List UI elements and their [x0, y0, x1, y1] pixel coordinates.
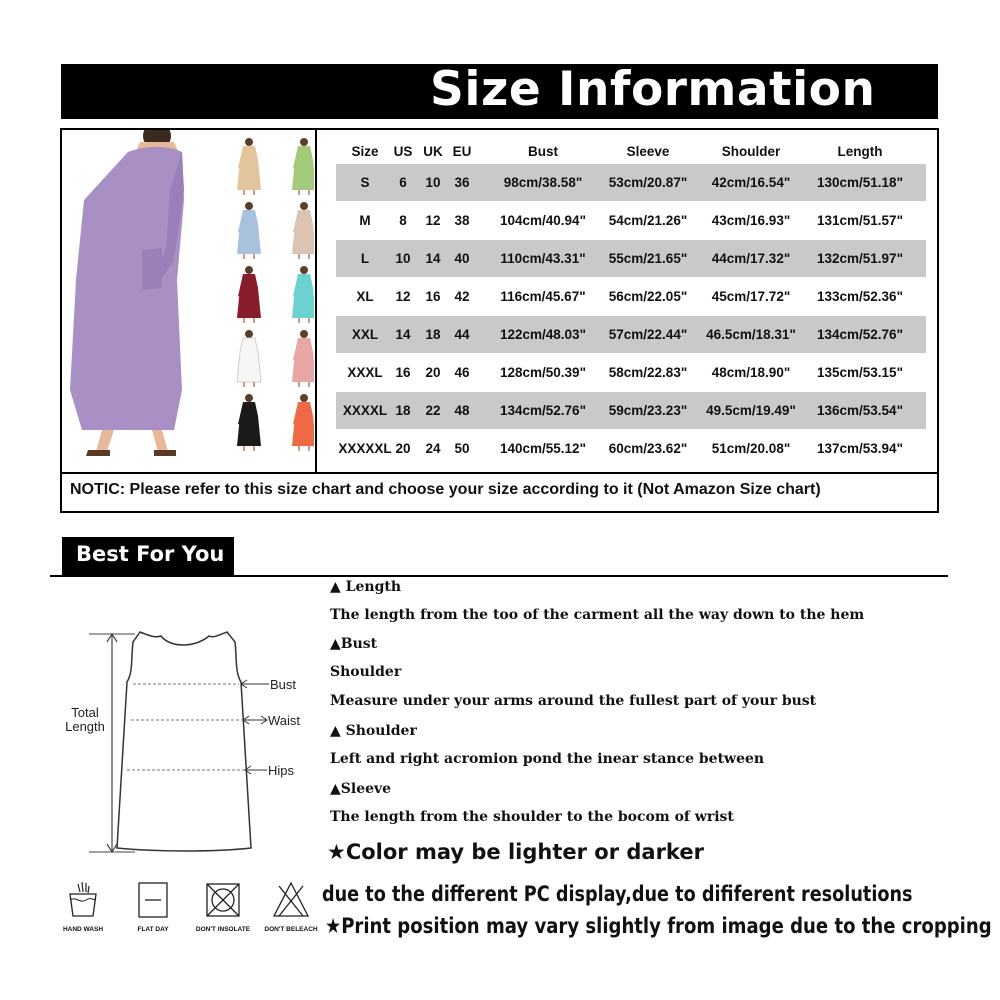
- table-cell-us: 14: [395, 327, 411, 342]
- table-cell-length: 133cm/52.36": [817, 289, 903, 304]
- main-model-image: [70, 130, 184, 456]
- table-cell-shoulder: 46.5cm/18.31": [706, 327, 796, 342]
- table-cell-size: S: [360, 175, 370, 190]
- table-cell-sleeve: 60cm/23.62": [608, 441, 688, 456]
- measurement-diagram: [55, 620, 325, 860]
- table-cell-sleeve: 59cm/23.23": [608, 403, 688, 418]
- table-cell-sleeve: 55cm/21.65": [608, 251, 688, 266]
- table-cell-bust: 140cm/55.12": [500, 441, 586, 456]
- color-swatch-model: [292, 202, 314, 259]
- table-cell-eu: 50: [454, 441, 470, 456]
- bust-description: Measure under your arms around the fullest part of your bust: [330, 693, 817, 709]
- table-cell-bust: 98cm/38.58": [503, 175, 583, 190]
- table-cell-sleeve: 54cm/21.26": [608, 213, 688, 228]
- table-cell-bust: 134cm/52.76": [500, 403, 586, 418]
- table-cell-sleeve: 53cm/20.87": [608, 175, 688, 190]
- table-cell-uk: 12: [425, 213, 441, 228]
- table-cell-sleeve: 57cm/22.44": [608, 327, 688, 342]
- column-header: UK: [423, 144, 443, 159]
- care-label: DON'T INSOLATE: [195, 926, 251, 933]
- color-swatches: [237, 138, 314, 451]
- total-length-label: Length: [65, 719, 105, 734]
- table-row: [336, 316, 926, 353]
- hand-wash-icon: [66, 880, 100, 920]
- color-swatch-model: [292, 330, 314, 387]
- column-header: US: [393, 144, 413, 159]
- column-header: Length: [837, 144, 883, 159]
- table-cell-shoulder: 48cm/18.90": [711, 365, 791, 380]
- care-hand-wash: [48, 880, 118, 933]
- table-row: [336, 278, 926, 315]
- column-header: Bust: [528, 144, 558, 159]
- waist-label: Waist: [268, 713, 301, 728]
- hips-label: Hips: [268, 763, 295, 778]
- table-cell-uk: 16: [425, 289, 441, 304]
- sleeve-heading: ▲Sleeve: [330, 781, 392, 797]
- print-note: ★Print position may vary slightly from image due to the cropping: [325, 914, 992, 938]
- table-cell-eu: 38: [454, 213, 470, 228]
- flat-dry-icon: [136, 880, 170, 920]
- shoulder-heading: ▲ Shoulder: [330, 723, 417, 739]
- table-cell-shoulder: 51cm/20.08": [711, 441, 791, 456]
- product-photos: [62, 130, 314, 471]
- table-cell-length: 135cm/53.15": [817, 365, 903, 380]
- table-cell-us: 10: [395, 251, 411, 266]
- table-cell-sleeve: 56cm/22.05": [608, 289, 688, 304]
- table-cell-us: 18: [395, 403, 411, 418]
- color-swatch-model: [237, 266, 261, 323]
- table-cell-uk: 24: [425, 441, 441, 456]
- bust-heading: ▲Bust: [330, 636, 378, 652]
- table-cell-shoulder: 42cm/16.54": [711, 175, 791, 190]
- table-cell-uk: 22: [425, 403, 441, 418]
- table-cell-us: 16: [395, 365, 411, 380]
- table-cell-us: 20: [395, 441, 411, 456]
- length-description: The length from the too of the carment all the way down to the hem: [330, 607, 865, 623]
- table-cell-size: XXXXXL: [338, 441, 392, 456]
- table-cell-length: 132cm/51.97": [817, 251, 903, 266]
- table-cell-length: 131cm/51.57": [817, 213, 903, 228]
- table-cell-shoulder: 44cm/17.32": [711, 251, 791, 266]
- table-row: [336, 430, 926, 467]
- table-cell-bust: 122cm/48.03": [500, 327, 586, 342]
- care-do-not-insolate: [188, 880, 258, 933]
- table-cell-length: 137cm/53.94": [817, 441, 903, 456]
- table-cell-sleeve: 58cm/22.83": [608, 365, 688, 380]
- table-cell-bust: 128cm/50.39": [500, 365, 586, 380]
- table-cell-uk: 10: [425, 175, 441, 190]
- column-header: Sleeve: [626, 144, 670, 159]
- section-divider: [50, 575, 948, 577]
- color-swatch-model: [292, 394, 314, 451]
- table-cell-eu: 42: [454, 289, 470, 304]
- table-cell-length: 136cm/53.54": [817, 403, 903, 418]
- color-swatch-model: [237, 394, 261, 451]
- display-note: due to the different PC display,due to dififerent resolutions: [322, 882, 913, 906]
- do-not-insolate-icon: [203, 880, 243, 920]
- table-cell-length: 130cm/51.18": [817, 175, 903, 190]
- table-cell-size: XXXL: [347, 365, 383, 380]
- color-swatch-model: [292, 138, 314, 195]
- table-row: [336, 392, 926, 429]
- table-cell-eu: 48: [454, 403, 470, 418]
- table-row: [336, 164, 926, 201]
- care-label: DON'T BELEACH: [264, 926, 318, 933]
- table-cell-length: 134cm/52.76": [817, 327, 903, 342]
- table-cell-us: 8: [399, 213, 407, 228]
- section-title: Best For You: [76, 542, 225, 566]
- table-cell-bust: 116cm/45.67": [500, 289, 586, 304]
- table-cell-size: L: [360, 251, 370, 266]
- table-cell-size: M: [359, 213, 371, 228]
- table-row: [336, 202, 926, 239]
- table-cell-us: 6: [399, 175, 407, 190]
- size-notice: NOTIC: Please refer to this size chart and choose your size according to it (Not Amazon Size chart): [70, 481, 821, 498]
- table-cell-size: XXL: [351, 327, 379, 342]
- chart-divider: [315, 129, 317, 474]
- column-header: Shoulder: [721, 144, 781, 159]
- table-row: [336, 240, 926, 277]
- table-row: [336, 354, 926, 391]
- table-cell-eu: 36: [454, 175, 470, 190]
- column-header: Size: [351, 144, 379, 159]
- do-not-bleach-icon: [271, 880, 311, 920]
- shoulder-description: Left and right acromion pond the inear stance between: [330, 751, 765, 767]
- page-title: Size Information: [430, 62, 876, 117]
- color-note: ★Color may be lighter or darker: [327, 840, 704, 864]
- care-label: FLAT DAY: [137, 926, 169, 933]
- care-flat-dry: [118, 880, 188, 933]
- table-cell-eu: 46: [454, 365, 470, 380]
- column-header: EU: [452, 144, 472, 159]
- table-cell-eu: 40: [454, 251, 470, 266]
- chart-divider: [61, 472, 938, 474]
- table-cell-shoulder: 49.5cm/19.49": [706, 403, 796, 418]
- table-cell-bust: 110cm/43.31": [500, 251, 586, 266]
- table-cell-shoulder: 43cm/16.93": [711, 213, 791, 228]
- care-do-not-bleach: [256, 880, 326, 933]
- color-swatch-model: [237, 202, 261, 259]
- shoulder-subheading: Shoulder: [330, 664, 402, 680]
- table-cell-us: 12: [395, 289, 411, 304]
- table-cell-eu: 44: [454, 327, 470, 342]
- length-heading: ▲ Length: [330, 579, 402, 595]
- bust-label: Bust: [270, 677, 297, 692]
- table-cell-uk: 14: [425, 251, 441, 266]
- table-cell-size: XXXXL: [342, 403, 388, 418]
- color-swatch-model: [237, 330, 261, 387]
- table-cell-shoulder: 45cm/17.72": [711, 289, 791, 304]
- color-swatch-model: [292, 266, 314, 323]
- table-cell-uk: 18: [425, 327, 441, 342]
- product-image: [62, 130, 314, 471]
- table-cell-bust: 104cm/40.94": [500, 213, 586, 228]
- table-cell-size: XL: [356, 289, 374, 304]
- color-swatch-model: [237, 138, 261, 195]
- sleeve-description: The length from the shoulder to the bocom of wrist: [330, 809, 734, 825]
- table-cell-uk: 20: [425, 365, 441, 380]
- total-length-label: Total: [71, 705, 99, 720]
- care-label: HAND WASH: [62, 926, 104, 933]
